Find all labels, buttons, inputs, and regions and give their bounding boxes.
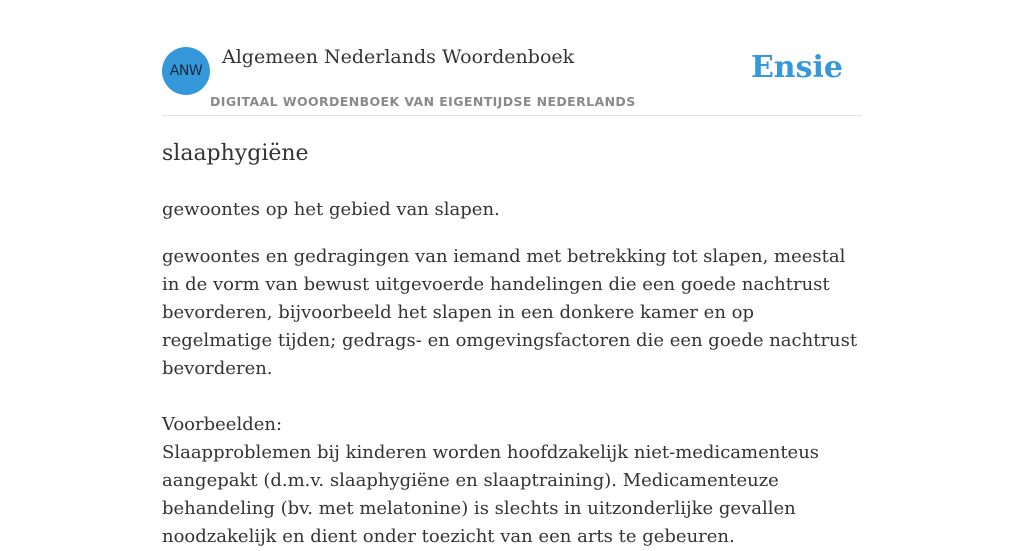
site-title[interactable]: Algemeen Nederlands Woordenboek [222, 46, 575, 68]
entry-content [162, 136, 862, 551]
short-definition: gewoontes op het gebied van slapen. [162, 199, 500, 220]
anw-logo-text: ANW [169, 63, 203, 79]
ensie-brand-logo[interactable]: Ensie [750, 50, 843, 85]
examples-label: Voorbeelden: [162, 414, 283, 435]
example-text: Slaapproblemen bij kinderen worden hoofdzakelijk niet-medicamenteus aangepakt (d.m.v. slaaphygiëne en slaaptraining). Medicamenteuze behandeling (bv. met melatonine) is slechts in uitzonderlijke gevallen noodzakelijk en dient onder toezicht van een arts te gebeuren. [162, 442, 820, 547]
entry-word: slaaphygiëne [162, 141, 309, 166]
long-definition: gewoontes en gedragingen van iemand met betrekking tot slapen, meestal in de vorm van bewust uitgevoerde handelingen die een goede nachtrust bevorderen, bijvoorbeeld het slapen in een donkere kamer en op regelmatige tijden; gedrags- en omgevingsfactoren die een goede nachtrust bevorderen. [162, 246, 858, 379]
site-header [162, 40, 862, 116]
site-subtitle: DIGITAAL WOORDENBOEK VAN EIGENTIJDSE NEDERLANDS [210, 94, 636, 109]
anw-logo[interactable] [162, 47, 210, 95]
